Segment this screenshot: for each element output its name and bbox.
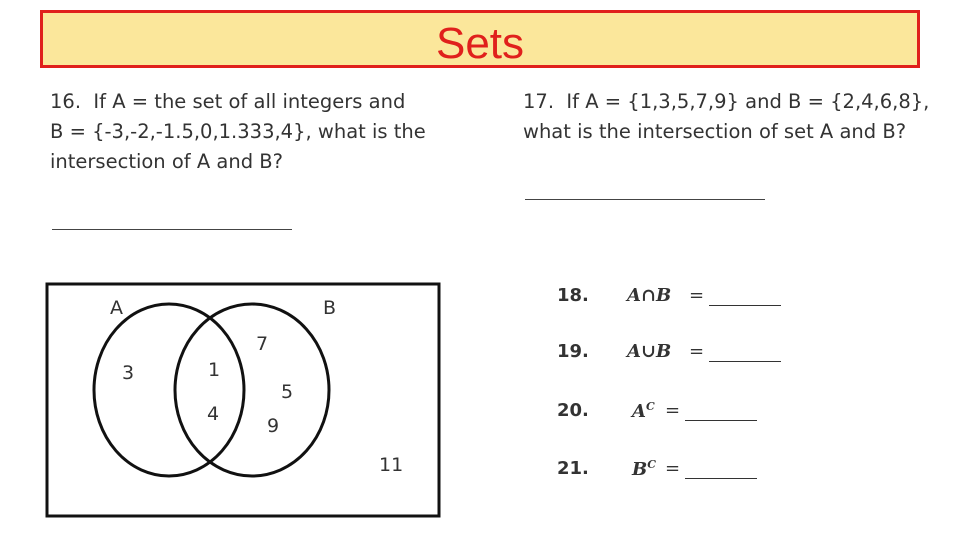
equals-sign: =: [665, 458, 681, 479]
venn-diagram-drawing: [45, 282, 441, 518]
set-b-label: B: [323, 297, 337, 319]
subquestion-number: 18.: [557, 285, 589, 306]
equals-sign: =: [665, 400, 681, 421]
only-b-element: 7: [256, 333, 269, 355]
union-expression: A∪B: [627, 341, 672, 362]
answer-blank: [685, 420, 757, 421]
intersection-element: 1: [208, 359, 221, 381]
only-a-element: 3: [122, 362, 135, 384]
set-letter: B: [632, 459, 648, 480]
set-letter: A: [632, 401, 646, 422]
only-b-element: 9: [267, 415, 280, 437]
outside-element: 11: [379, 454, 404, 476]
complement-superscript: C: [647, 458, 656, 471]
equals-sign: =: [689, 285, 705, 306]
title-banner: [40, 10, 920, 68]
question-16-line-1: 16. If A = the set of all integers and: [50, 90, 406, 113]
equals-sign: =: [689, 341, 705, 362]
subquestion-number: 19.: [557, 341, 589, 362]
subquestion-number: 21.: [557, 458, 589, 479]
page-title: Sets: [435, 19, 525, 68]
complement-expression: [632, 458, 656, 480]
question-16-answer-blank: [52, 229, 292, 230]
answer-blank: [709, 361, 781, 362]
set-b-circle: [175, 304, 329, 476]
intersection-expression: A∩B: [627, 285, 672, 306]
set-a-label: A: [110, 297, 123, 319]
question-17: [523, 87, 929, 147]
question-17-line-1: 17. If A = {1,3,5,7,9} and B = {2,4,6,8},: [523, 90, 930, 113]
venn-diagram: [45, 282, 441, 518]
answer-blank: [685, 478, 757, 479]
intersection-element: 4: [207, 403, 220, 425]
question-17-line-2: what is the intersection of set A and B?: [523, 120, 907, 143]
complement-superscript: C: [645, 400, 655, 413]
question-16-line-3: intersection of A and B?: [50, 150, 284, 173]
only-b-element: 5: [281, 381, 294, 403]
complement-expression: [632, 400, 655, 422]
answer-blank: [709, 305, 781, 306]
subquestion-number: 20.: [557, 400, 589, 421]
question-17-answer-blank: [525, 199, 765, 200]
question-16: [50, 87, 426, 177]
set-a-circle: [94, 304, 244, 476]
question-16-line-2: B = {-3,-2,-1.5,0,1.333,4}, what is the: [50, 120, 426, 143]
